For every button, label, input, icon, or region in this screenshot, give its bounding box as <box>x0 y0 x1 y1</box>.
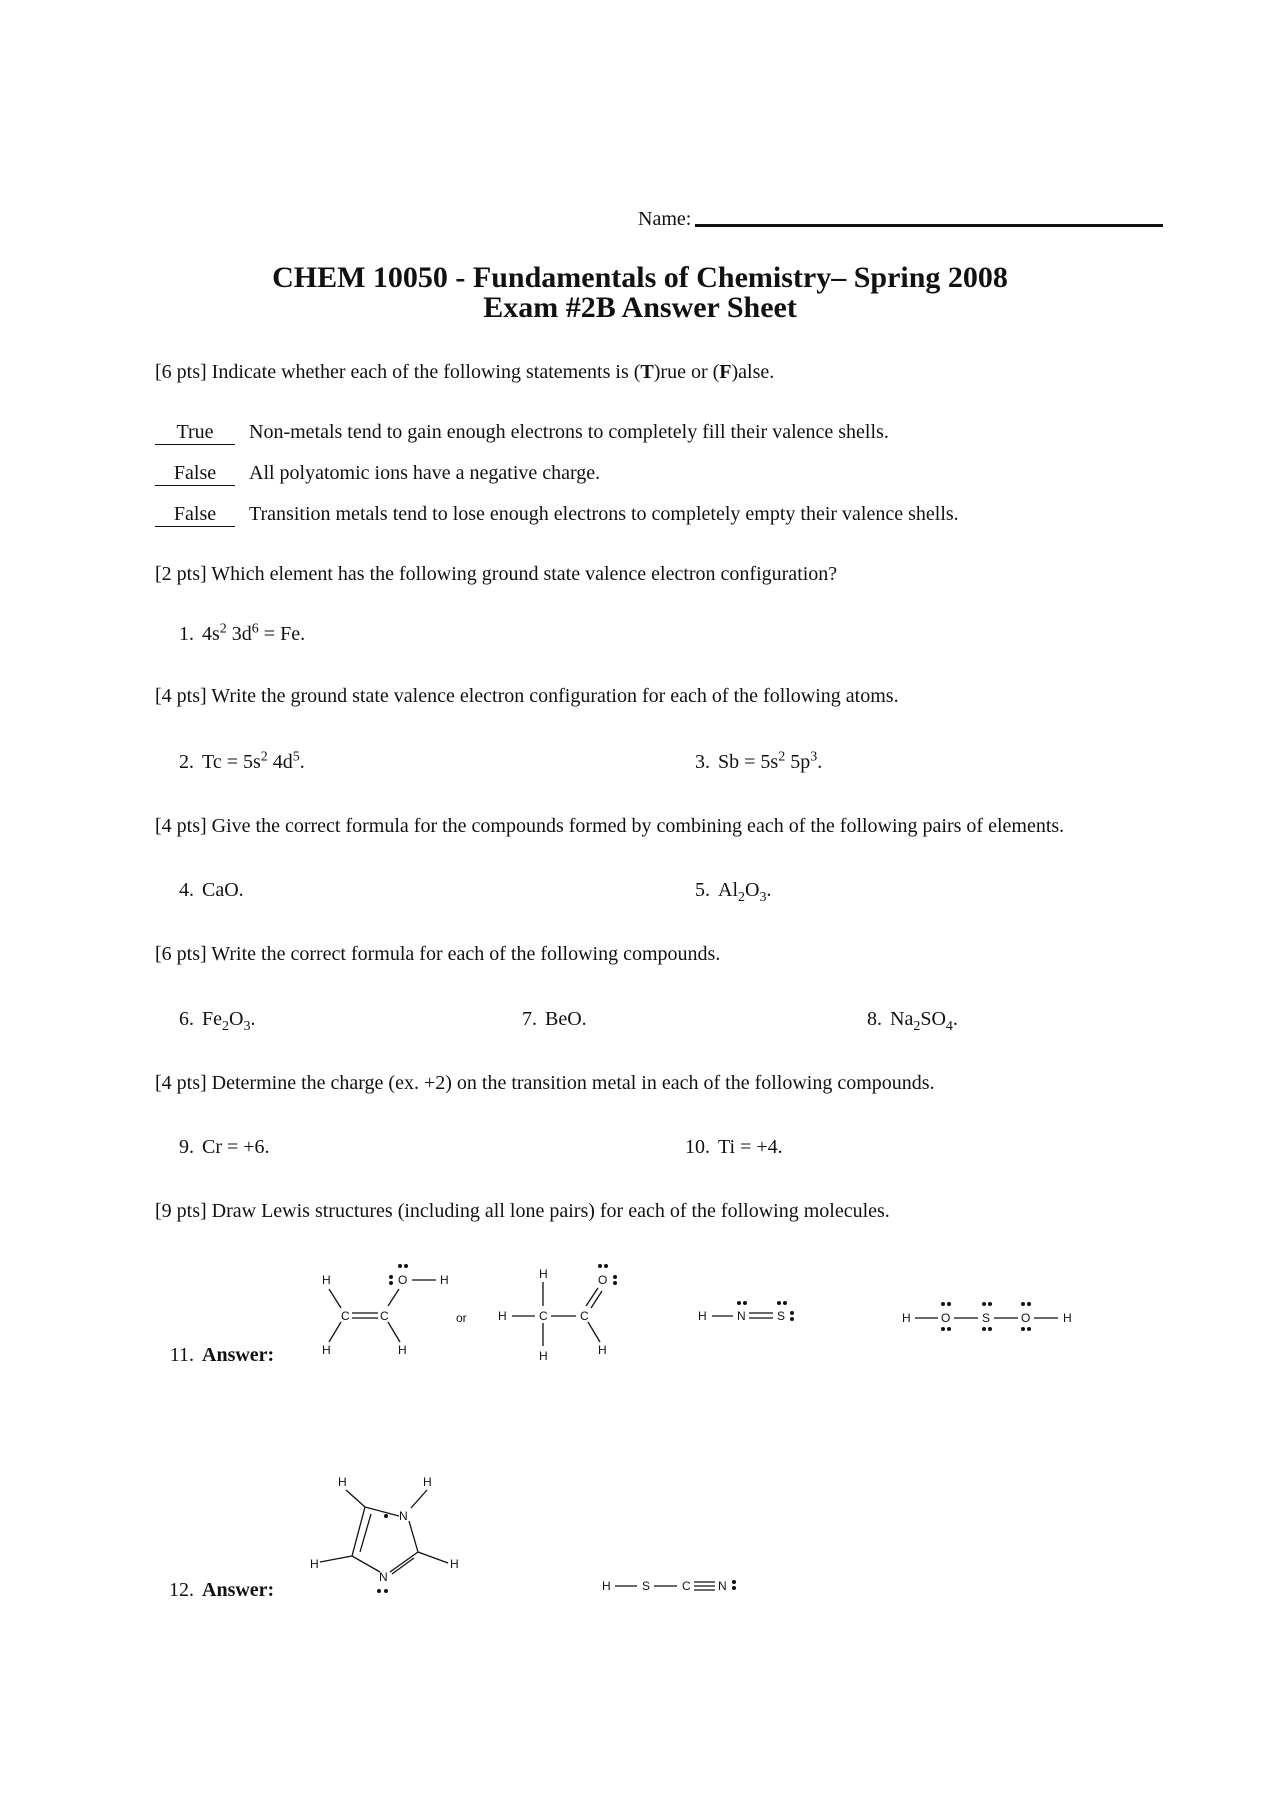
answer-3: 3. $Sb = 5s^2$ $5p^3$. <box>695 749 823 773</box>
lewis-structure-hscn <box>602 1579 736 1593</box>
svg-text:C: C <box>341 1309 350 1323</box>
svg-text:N: N <box>399 1509 408 1523</box>
answer-7: 7. BeO. <box>522 1008 587 1030</box>
name-label: Name: <box>638 208 692 230</box>
svg-text:H: H <box>698 1309 707 1323</box>
answer-6: 6. $Fe_2O_3$. <box>179 1008 256 1034</box>
lewis-structure-hosoh <box>902 1302 1072 1331</box>
svg-text:H: H <box>450 1557 459 1571</box>
svg-text:O: O <box>398 1273 408 1287</box>
write-config-prompt: [4 pts] Write the ground state valence electron configuration for each of the following atoms. <box>155 685 899 707</box>
exam-subtitle: Exam #2B Answer Sheet <box>483 291 797 324</box>
answer-2: 2. $Tc = 5s^2$ $4d^5$. <box>179 749 305 773</box>
svg-text:H: H <box>310 1557 319 1571</box>
svg-text:C: C <box>539 1309 548 1323</box>
tf-statement: Non-metals tend to gain enough electrons to completely fill their valence shells. <box>249 421 889 443</box>
lewis-structure-enol <box>322 1264 449 1357</box>
svg-text:N: N <box>718 1579 727 1593</box>
svg-text:S: S <box>982 1311 991 1325</box>
svg-text:H: H <box>598 1343 607 1357</box>
answer-10: 10. Ti = +4. <box>685 1136 783 1158</box>
pairs-prompt: [4 pts] Give the correct formula for the compounds formed by combining each of the following pairs of elements. <box>155 815 1065 837</box>
answer-5: 5. $Al_2O_3$. <box>695 879 772 905</box>
answer-9: 9. Cr = +6. <box>179 1136 270 1158</box>
svg-text:O: O <box>941 1311 951 1325</box>
svg-text:O: O <box>598 1273 608 1287</box>
svg-text:H: H <box>539 1267 548 1281</box>
svg-text:H: H <box>398 1343 407 1357</box>
svg-text:S: S <box>642 1579 651 1593</box>
svg-text:H: H <box>338 1475 347 1489</box>
svg-text:H: H <box>440 1273 449 1287</box>
lewis-structure-hns <box>698 1301 794 1323</box>
svg-text:H: H <box>322 1273 331 1287</box>
svg-text:H: H <box>322 1343 331 1357</box>
answer-8: 8. $Na_2SO_4$. <box>867 1008 958 1034</box>
svg-text:C: C <box>380 1309 389 1323</box>
svg-text:H: H <box>1063 1311 1072 1325</box>
tf-answer[interactable]: False <box>155 461 235 486</box>
svg-text:C: C <box>682 1579 691 1593</box>
tf-answer[interactable]: False <box>155 502 235 527</box>
svg-text:H: H <box>498 1309 507 1323</box>
tf-prompt: [6 pts] Indicate whether each of the following statements is (T)rue or (F)alse. <box>155 361 775 383</box>
answer-12-label: 12. Answer: <box>169 1579 275 1601</box>
charge-prompt: [4 pts] Determine the charge (ex. +2) on the transition metal in each of the following compounds. <box>155 1072 935 1094</box>
svg-text:H: H <box>423 1475 432 1489</box>
answer-1: 1. $4s^2$ $3d^6 = Fe$. <box>179 621 306 645</box>
svg-text:N: N <box>379 1570 388 1584</box>
config-prompt: [2 pts] Which element has the following ground state valence electron configuration? <box>155 563 838 585</box>
svg-text:H: H <box>539 1349 548 1363</box>
svg-text:H: H <box>602 1579 611 1593</box>
exam-title: CHEM 10050 - Fundamentals of Chemistry– Spring 2008 <box>272 261 1008 294</box>
svg-text:S: S <box>777 1309 786 1323</box>
formula-prompt: [6 pts] Write the correct formula for each of the following compounds. <box>155 943 721 965</box>
lewis-structure-aldehyde <box>498 1264 617 1363</box>
svg-text:H: H <box>902 1311 911 1325</box>
tf-statement: All polyatomic ions have a negative charge. <box>249 462 601 484</box>
answer-11-label: 11. Answer: <box>169 1344 275 1366</box>
tf-statement: Transition metals tend to lose enough electrons to completely empty their valence shells. <box>249 503 959 525</box>
answer-4: 4. CaO. <box>179 879 244 901</box>
svg-text:C: C <box>580 1309 589 1323</box>
or-label: or <box>456 1311 467 1325</box>
lewis-prompt: [9 pts] Draw Lewis structures (including all lone pairs) for each of the following molecules. <box>155 1200 890 1222</box>
lewis-structure-imidazole <box>310 1475 459 1593</box>
svg-text:O: O <box>1021 1311 1031 1325</box>
tf-answer[interactable]: True <box>155 420 235 445</box>
svg-text:N: N <box>737 1309 746 1323</box>
